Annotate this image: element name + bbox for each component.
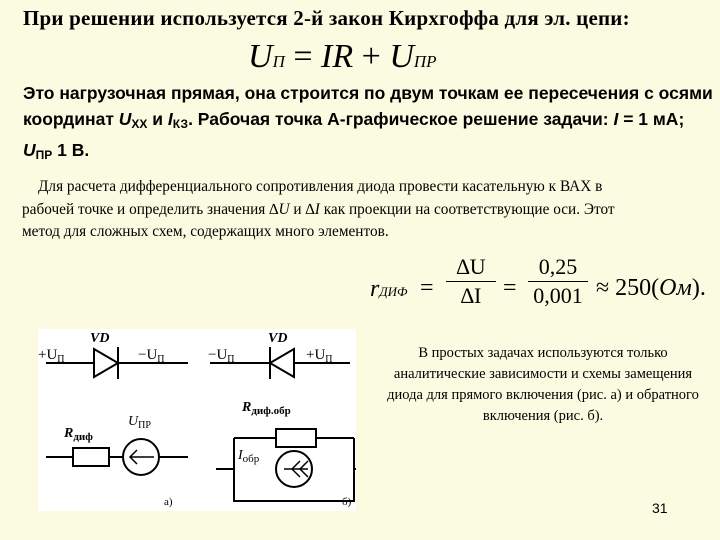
label-fig-b: б) <box>342 496 352 508</box>
fraction-delta <box>446 254 496 309</box>
label-minus-u-a: $-U_П$ <box>138 347 165 365</box>
slide-number: 31 <box>652 500 668 516</box>
label-i-obr-b: $I_{обр}$ <box>238 448 260 465</box>
label-minus-u-b: $-U_П$ <box>208 347 235 365</box>
label-plus-u-a: $+U_П$ <box>38 347 65 365</box>
formula-eq1: = <box>420 275 434 301</box>
eq-plus: + <box>361 38 381 75</box>
eq-u-p: UП <box>248 38 285 75</box>
fraction-delta-den: ∆I <box>460 283 482 308</box>
label-plus-u-b: $+U_П$ <box>306 347 333 365</box>
fraction-values-num: 0,25 <box>538 254 578 279</box>
formula-eq2: = <box>503 275 517 301</box>
differential-resistance-paragraph: Для расчета дифференциального сопротивления диода провести касательную к ВАХ в рабочей точке и определить значения ∆U и ∆I как проекции на соответствующие оси. Этот метод для сложных схем, содержащих много элементов. <box>22 178 615 240</box>
simple-tasks-caption: В простых задачах используются только аналитические зависимости и схемы замещения диода для прямого включения (рис. а) и обратного включения (рис. б). <box>387 345 699 424</box>
fraction-values <box>528 254 588 309</box>
label-r-dif-obr-b: $R_{диф.обр}$ <box>242 400 291 417</box>
label-vd-b: VD <box>268 331 288 346</box>
eq-equals: = <box>293 38 313 75</box>
label-r-dif-a: $R_{диф}$ <box>64 426 93 443</box>
circuit-svg <box>38 329 356 511</box>
label-u-pr-a: $U_{ПР}$ <box>128 414 151 431</box>
eq-ir: IR <box>321 38 354 75</box>
formula-r: rДИФ <box>370 276 408 302</box>
fraction-delta-num: ∆U <box>456 254 486 279</box>
label-vd-a: VD <box>90 331 110 346</box>
kirchhoff-equation <box>248 38 437 76</box>
fraction-values-den: 0,001 <box>533 283 583 308</box>
diode-circuit-diagrams <box>38 329 356 511</box>
load-line-paragraph: Это нагрузочная прямая, она строится по двум точкам ее пересечения с осями координат UXX и IКЗ. Рабочая точка А-графическое решение задачи: I = 1 мА; UПР 1 В. <box>23 83 713 162</box>
slide-title: При решении используется 2-й закон Кирхгоффа для эл. цепи: <box>23 6 630 30</box>
label-fig-a: а) <box>164 496 173 508</box>
formula-result: ≈ 250(Ом). <box>596 275 706 301</box>
differential-resistance-formula <box>370 254 715 318</box>
eq-u-pr: UПР <box>389 38 437 75</box>
